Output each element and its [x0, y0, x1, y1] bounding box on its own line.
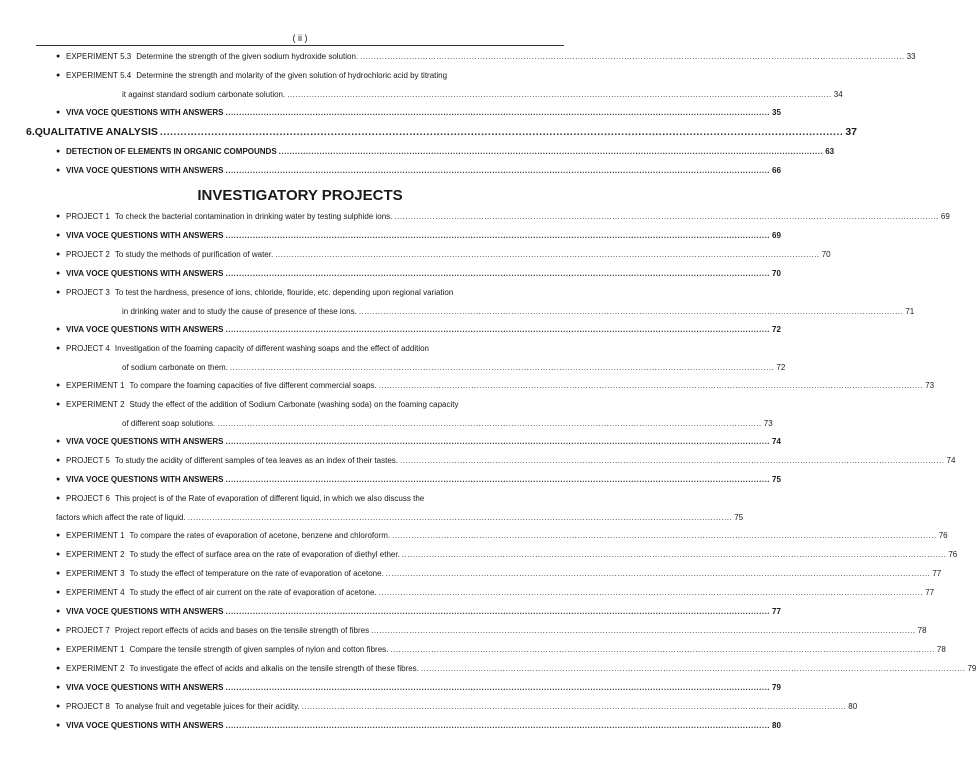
entry-page: 69	[940, 212, 950, 221]
entry-tag: PROJECT 7	[66, 626, 110, 635]
toc-entry-content	[66, 625, 927, 636]
toc-entry-content	[66, 230, 781, 241]
entry-title: Determine the strength and molarity of the given solution of hydrochloric acid by titrating	[136, 71, 448, 80]
bullet-icon: ●	[56, 476, 61, 483]
entry-page: 80	[772, 721, 781, 730]
entry-page: 73	[925, 381, 935, 390]
toc-entry-content	[66, 268, 781, 279]
entry-title: VIVA VOCE QUESTIONS WITH ANSWERS	[66, 269, 224, 278]
indent-spacer	[66, 362, 122, 373]
toc-entry-content	[66, 165, 781, 176]
toc-entry-content	[66, 530, 948, 541]
bullet-icon: ●	[56, 289, 61, 296]
entry-page: 75	[772, 475, 781, 484]
entry-tag: PROJECT 3	[66, 288, 110, 297]
entry-title: To analyse fruit and vegetable juices for their acidity.	[114, 702, 300, 711]
dot-leader	[287, 89, 832, 100]
dot-leader	[390, 644, 935, 655]
bullet-icon: ●	[56, 270, 61, 277]
bullet-icon: ●	[56, 109, 61, 116]
toc-entry-content	[66, 644, 946, 655]
dot-leader	[421, 663, 966, 674]
dot-leader	[226, 324, 771, 335]
entry-title: To study the effect of temperature on the rate of evaporation of acetone.	[129, 569, 384, 578]
entry-tag: PROJECT 6	[66, 494, 110, 503]
toc-entry-content	[66, 549, 957, 560]
entry-title: This project is of the Rate of evaporation of different liquid, in which we also discuss the	[114, 494, 425, 503]
bullet-icon: ●	[56, 722, 61, 729]
bullet-icon: ●	[56, 457, 61, 464]
toc-entry[interactable]	[56, 701, 858, 720]
toc-entry-content	[66, 211, 950, 222]
entry-title: VIVA VOCE QUESTIONS WITH ANSWERS	[66, 108, 224, 117]
toc-section-6[interactable]	[26, 126, 857, 146]
toc-entry[interactable]	[56, 663, 976, 682]
toc-entry-line	[66, 606, 781, 617]
entry-page: 76	[948, 550, 958, 559]
toc-entry-line	[66, 701, 857, 712]
toc-entry[interactable]	[56, 682, 781, 701]
toc-entry-line	[66, 625, 927, 636]
entry-tag: EXPERIMENT 1	[66, 645, 125, 654]
entry-page: 69	[772, 231, 781, 240]
page-number: ( ii )	[292, 33, 308, 43]
dot-leader	[302, 701, 847, 712]
toc-entry-line	[66, 568, 941, 579]
toc-group-projects	[56, 211, 976, 739]
entry-tag: EXPERIMENT 2	[66, 550, 125, 559]
bullet-icon: ●	[56, 232, 61, 239]
toc-entries	[26, 51, 976, 739]
entry-page: 77	[772, 607, 781, 616]
entry-page: 71	[905, 307, 915, 316]
entry-page: 74	[772, 437, 781, 446]
bullet-icon: ●	[56, 148, 61, 155]
toc-entry[interactable]	[56, 399, 773, 436]
entry-page: 73	[763, 419, 773, 428]
toc-entry-continuation	[66, 306, 914, 317]
bullet-icon: ●	[56, 401, 61, 408]
toc-entry-line	[66, 107, 781, 118]
entry-title: To compare the rates of evaporation of acetone, benzene and chloroform.	[129, 531, 391, 540]
section-number: 6.	[26, 126, 35, 138]
entry-title: Study the effect of the addition of Sodium Carbonate (washing soda) on the foaming capacity	[129, 400, 459, 409]
entry-title: To test the hardness, presence of ions, chloride, flouride, etc. depending upon regional variation	[114, 288, 454, 297]
toc-entry[interactable]	[56, 530, 948, 549]
toc-entry[interactable]	[56, 549, 958, 568]
toc-entry-line	[66, 51, 916, 62]
bullet-icon: ●	[56, 326, 61, 333]
entry-tag: EXPERIMENT 2	[66, 400, 125, 409]
dot-leader	[226, 230, 771, 241]
toc-entry-content	[66, 682, 781, 693]
indent-spacer	[66, 89, 122, 100]
toc-entry[interactable]	[56, 568, 942, 587]
bullet-icon: ●	[56, 382, 61, 389]
toc-group-experiments	[56, 51, 916, 126]
entry-tag: EXPERIMENT 4	[66, 588, 125, 597]
toc-entry-content	[66, 249, 831, 260]
entry-tag: PROJECT 1	[66, 212, 110, 221]
toc-entry-continuation	[66, 362, 785, 373]
entry-page: 33	[906, 52, 916, 61]
entry-title: VIVA VOCE QUESTIONS WITH ANSWERS	[66, 437, 224, 446]
bullet-icon: ●	[56, 551, 61, 558]
toc-entry-continuation	[56, 512, 743, 523]
entry-tag: PROJECT 4	[66, 344, 110, 353]
toc-entry[interactable]	[56, 230, 781, 249]
toc-entry-continuation	[66, 89, 843, 100]
entry-page: 77	[932, 569, 942, 578]
bullet-icon: ●	[56, 665, 61, 672]
toc-entry-line	[66, 211, 950, 222]
toc-entry-content	[66, 146, 834, 157]
toc-entry-content	[66, 701, 857, 712]
entry-page: 70	[772, 269, 781, 278]
toc-entry-line	[66, 493, 743, 504]
bullet-icon: ●	[56, 608, 61, 615]
bullet-icon: ●	[56, 646, 61, 653]
entry-tag: PROJECT 8	[66, 702, 110, 711]
toc-entry[interactable]	[56, 324, 781, 343]
dot-leader	[400, 455, 945, 466]
entry-title-continuation: factors which affect the rate of liquid.	[56, 513, 186, 522]
toc-entry[interactable]	[56, 474, 781, 493]
toc-entry-line	[66, 287, 914, 298]
entry-page: 78	[936, 645, 946, 654]
entry-title: To investigate the effect of acids and alkalis on the tensile strength of these fibres.	[129, 664, 419, 673]
bullet-icon: ●	[56, 438, 61, 445]
bullet-icon: ●	[56, 495, 61, 502]
entry-title: Determine the strength of the given sodium hydroxide solution.	[136, 52, 359, 61]
entry-title: Investigation of the foaming capacity of different washing soaps and the effect of addition	[114, 344, 430, 353]
toc-entry-line	[66, 249, 831, 260]
dot-leader	[226, 682, 771, 693]
toc-entry-content	[56, 493, 744, 523]
toc-entry-line	[66, 587, 934, 598]
toc-entry-content	[66, 107, 781, 118]
dot-leader	[226, 474, 771, 485]
dot-leader	[359, 306, 904, 317]
entry-title: To compare the foaming capacities of five different commercial soaps.	[129, 381, 377, 390]
entry-title: To study the effect of air current on the rate of evaporation of acetone.	[129, 588, 377, 597]
dot-leader	[226, 107, 771, 118]
toc-entry[interactable]	[56, 287, 915, 324]
bullet-icon: ●	[56, 167, 61, 174]
dot-leader	[160, 126, 843, 146]
entry-page: 75	[734, 513, 744, 522]
entry-page: 63	[825, 147, 835, 156]
entry-tag: EXPERIMENT 5.4	[66, 71, 132, 80]
toc-entry-content	[66, 720, 781, 731]
toc-entry-content	[66, 606, 781, 617]
dot-leader	[217, 418, 762, 429]
entry-title: DETECTION OF ELEMENTS IN ORGANIC COMPOUNDS	[66, 147, 277, 156]
toc-entry[interactable]	[56, 268, 781, 287]
toc-entry-line	[66, 549, 957, 560]
toc-entry[interactable]	[56, 493, 744, 530]
entry-title: Project report effects of acids and bases on the tensile strength of fibres	[114, 626, 370, 635]
entry-page: 35	[772, 108, 781, 117]
toc-entry-line	[66, 682, 781, 693]
dot-leader	[188, 512, 733, 523]
entry-page: 70	[821, 250, 831, 259]
toc-entry-content	[66, 663, 976, 674]
toc-entry[interactable]	[56, 146, 835, 165]
dot-leader	[360, 51, 905, 62]
entry-page: 76	[938, 531, 948, 540]
toc-entry-line	[66, 230, 781, 241]
toc-entry-content	[66, 399, 773, 429]
entry-title-continuation: in drinking water and to study the cause of presence of these ions.	[122, 307, 357, 316]
bullet-icon: ●	[56, 684, 61, 691]
dot-leader	[226, 165, 771, 176]
dot-leader	[226, 436, 771, 447]
entry-page: 78	[917, 626, 927, 635]
entry-page: 80	[848, 702, 858, 711]
entry-title: VIVA VOCE QUESTIONS WITH ANSWERS	[66, 475, 224, 484]
toc-entry-line	[66, 399, 773, 410]
dot-leader	[392, 530, 937, 541]
toc-entry-content	[66, 380, 934, 391]
dot-leader	[379, 587, 924, 598]
indent-spacer	[66, 306, 122, 317]
bullet-icon: ●	[56, 703, 61, 710]
toc-entry-content	[66, 474, 781, 485]
dot-leader	[279, 146, 824, 157]
toc-entry[interactable]	[56, 211, 950, 230]
toc-entry-content	[66, 436, 781, 447]
toc-entry-content	[66, 455, 955, 466]
toc-entry-continuation	[66, 418, 773, 429]
entry-title: To check the bacterial contamination in drinking water by testing sulphide ions.	[114, 212, 393, 221]
entry-title: VIVA VOCE QUESTIONS WITH ANSWERS	[66, 721, 224, 730]
toc-entry-line	[66, 165, 781, 176]
toc-entry[interactable]	[56, 436, 781, 455]
bullet-icon: ●	[56, 627, 61, 634]
toc-entry-line	[66, 324, 781, 335]
projects-heading: INVESTIGATORY PROJECTS	[197, 187, 403, 204]
entry-title-continuation: of different soap solutions.	[122, 419, 216, 428]
toc-entry-content	[66, 51, 916, 62]
toc-entry-content	[66, 324, 781, 335]
entry-page: 74	[946, 456, 956, 465]
entry-title: VIVA VOCE QUESTIONS WITH ANSWERS	[66, 607, 224, 616]
section-page: 37	[845, 126, 857, 138]
toc-entry-line	[66, 663, 976, 674]
bullet-icon: ●	[56, 589, 61, 596]
dot-leader	[226, 720, 771, 731]
toc-entry[interactable]	[56, 644, 946, 663]
toc-entry[interactable]	[56, 606, 781, 625]
toc-entry-line	[66, 343, 785, 354]
toc-entry[interactable]	[56, 70, 843, 107]
entry-page: 72	[776, 363, 786, 372]
dot-leader	[371, 625, 916, 636]
dot-leader	[394, 211, 939, 222]
bullet-icon: ●	[56, 213, 61, 220]
entry-page: 66	[772, 166, 781, 175]
indent-spacer	[66, 418, 122, 429]
entry-page: 79	[772, 683, 781, 692]
bullet-icon: ●	[56, 570, 61, 577]
toc-entry[interactable]	[56, 249, 831, 268]
toc-entry-content	[66, 568, 941, 579]
toc-entry-line	[66, 380, 934, 391]
toc-entry-line	[66, 474, 781, 485]
entry-tag: EXPERIMENT 2	[66, 664, 125, 673]
toc-group-section-6	[56, 146, 835, 184]
bullet-icon: ●	[56, 72, 61, 79]
entry-title: To study the effect of surface area on the rate of evaporation of diethyl ether.	[129, 550, 400, 559]
entry-title-continuation: of sodium carbonate on them.	[122, 363, 228, 372]
bullet-icon: ●	[56, 53, 61, 60]
toc-entry[interactable]	[56, 625, 927, 644]
toc-entry[interactable]	[56, 455, 956, 474]
entry-page: 77	[925, 588, 935, 597]
toc-entry[interactable]	[56, 343, 786, 380]
header-rule	[36, 45, 564, 46]
entry-page: 34	[833, 90, 843, 99]
dot-leader	[226, 606, 771, 617]
entry-tag: EXPERIMENT 1	[66, 531, 125, 540]
toc-entry[interactable]	[56, 107, 781, 126]
toc-entry-content	[66, 287, 914, 317]
toc-entry[interactable]	[56, 587, 935, 606]
bullet-icon: ●	[56, 345, 61, 352]
entry-title: To study the methods of purification of water.	[114, 250, 274, 259]
dot-leader	[402, 549, 947, 560]
toc-entry-line	[66, 644, 946, 655]
entry-title: VIVA VOCE QUESTIONS WITH ANSWERS	[66, 325, 224, 334]
entry-title: To study the acidity of different samples of tea leaves as an index of their tastes.	[114, 456, 398, 465]
bullet-icon: ●	[56, 251, 61, 258]
entry-title: VIVA VOCE QUESTIONS WITH ANSWERS	[66, 231, 224, 240]
entry-tag: EXPERIMENT 5.3	[66, 52, 132, 61]
entry-title: Compare the tensile strength of given samples of nylon and cotton fibres.	[129, 645, 389, 654]
toc-entry-content	[66, 587, 934, 598]
entry-tag: EXPERIMENT 1	[66, 381, 125, 390]
toc-entry-line	[66, 720, 781, 731]
toc-entry-line	[66, 530, 948, 541]
entry-page: 72	[772, 325, 781, 334]
dot-leader	[379, 380, 924, 391]
toc-entry-line	[66, 436, 781, 447]
toc-entry-line	[66, 70, 843, 81]
toc-entry-line	[66, 455, 955, 466]
entry-title-continuation: it against standard sodium carbonate solution.	[122, 90, 286, 99]
entry-title: VIVA VOCE QUESTIONS WITH ANSWERS	[66, 683, 224, 692]
dot-leader	[230, 362, 775, 373]
entry-tag: PROJECT 2	[66, 250, 110, 259]
entry-title: VIVA VOCE QUESTIONS WITH ANSWERS	[66, 166, 224, 175]
toc-entry[interactable]	[56, 51, 916, 70]
toc-entry[interactable]	[56, 720, 781, 739]
entry-tag: PROJECT 5	[66, 456, 110, 465]
section-title: QUALITATIVE ANALYSIS	[34, 126, 158, 138]
toc-entry-content	[66, 343, 785, 373]
dot-leader	[275, 249, 820, 260]
entry-tag: EXPERIMENT 3	[66, 569, 125, 578]
dot-leader	[226, 268, 771, 279]
entry-page: 79	[967, 664, 976, 673]
dot-leader	[386, 568, 931, 579]
toc-entry-content	[66, 70, 843, 100]
bullet-icon: ●	[56, 532, 61, 539]
toc-entry-line	[66, 146, 834, 157]
toc-entry-line	[66, 268, 781, 279]
toc-entry[interactable]	[56, 380, 935, 399]
